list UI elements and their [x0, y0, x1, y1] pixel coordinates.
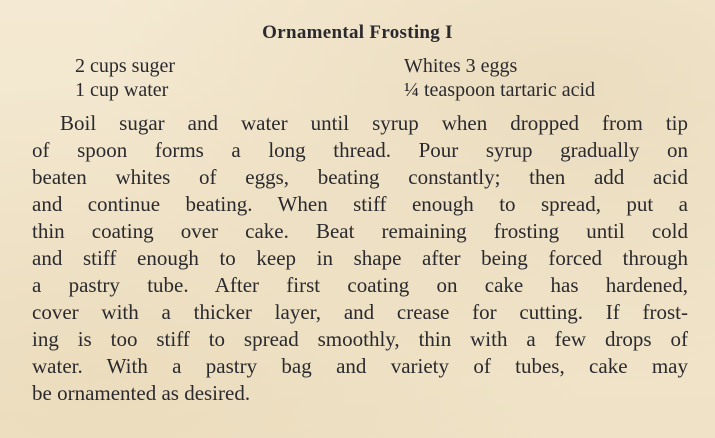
instruction-line: thin coating over cake. Beat remaining frosting until cold: [32, 219, 688, 243]
instruction-line: and continue beating. When stiff enough to spread, put a: [32, 192, 688, 216]
instruction-line: a pastry tube. After first coating on cake has hardened,: [32, 273, 688, 297]
instruction-line: and stiff enough to keep in shape after being forced through: [32, 246, 688, 270]
instruction-line: Boil sugar and water until syrup when dropped from tip: [60, 111, 688, 135]
ingredient-item: ¼ teaspoon tartaric acid: [404, 79, 596, 101]
ingredient-item: Whites 3 eggs: [404, 55, 518, 77]
ingredient-item: 1 cup water: [75, 79, 169, 101]
recipe-title: Ornamental Frosting I: [262, 22, 453, 43]
instruction-line: of spoon forms a long thread. Pour syrup gradually on: [32, 138, 688, 162]
instruction-line: beaten whites of eggs, beating constantly; then add acid: [32, 165, 688, 189]
ingredient-item: 2 cups suger: [75, 55, 175, 77]
instruction-line: water. With a pastry bag and variety of tubes, cake may: [32, 354, 688, 378]
instruction-line: cover with a thicker layer, and crease for cutting. If frost-: [32, 300, 688, 324]
instruction-line: be ornamented as desired.: [32, 381, 251, 405]
instruction-line: ing is too stiff to spread smoothly, thin with a few drops of: [32, 327, 688, 351]
ingredient-list: [0, 54, 715, 106]
